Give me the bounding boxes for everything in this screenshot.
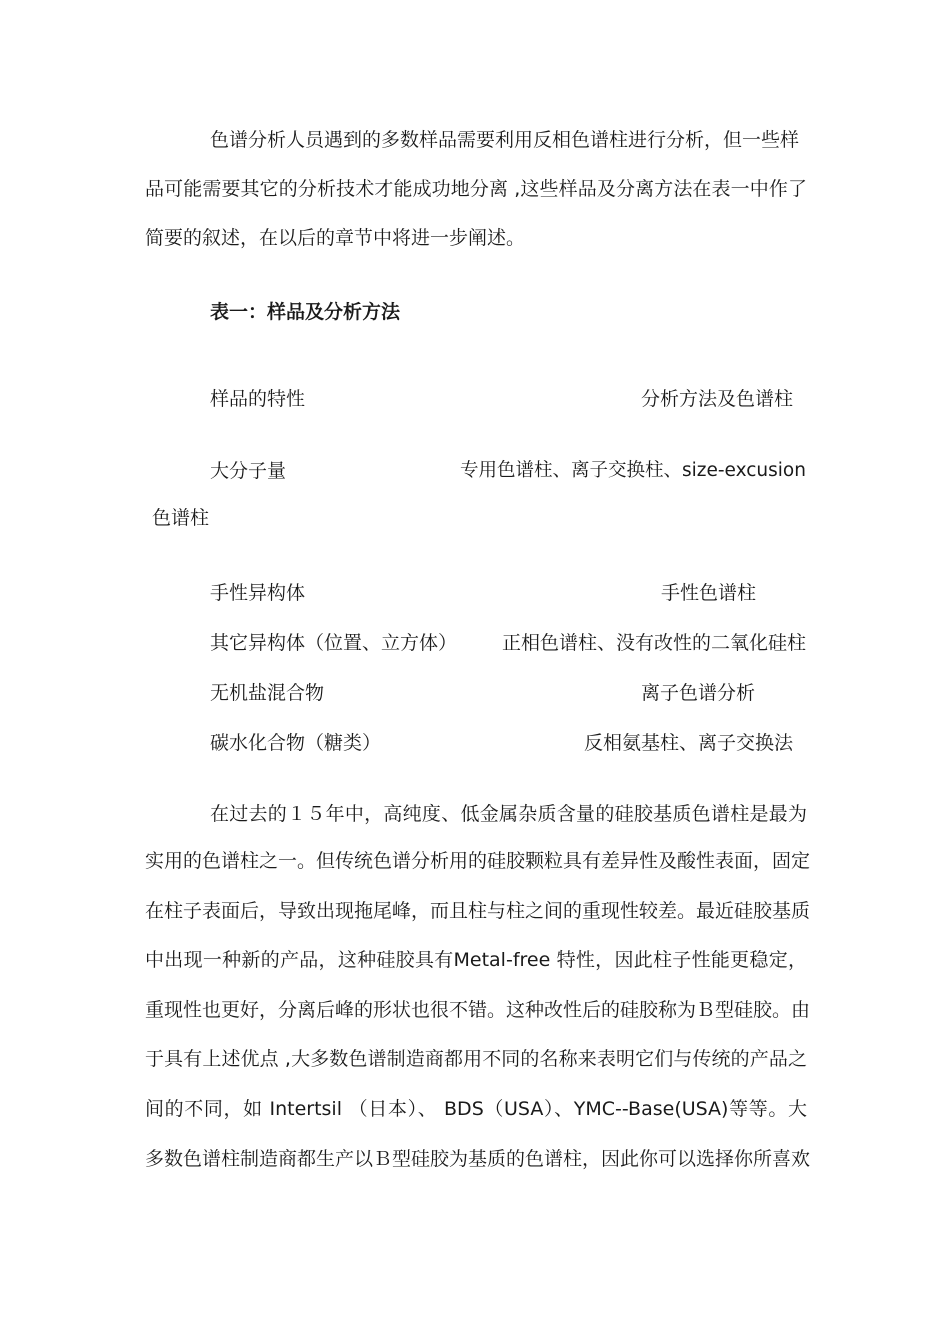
body-line-5: 重现性也更好，分离后峰的形状也很不错。这种改性后的硅胶称为Ｂ型硅胶。由 — [145, 999, 811, 1021]
table-row-4-sample: 无机盐混合物 — [210, 682, 325, 704]
table-row-1-method: 专用色谱柱、离子交换柱、size-excusion — [460, 460, 806, 481]
table-header-method: 分析方法及色谱柱 — [641, 388, 794, 410]
body-line-7: 间的不同，如 Intertsil （日本）、 BDS（USA）、YMC--Base(USA)等等。大 — [145, 1098, 807, 1120]
table-row-2-sample: 手性异构体 — [210, 582, 306, 604]
body-line-1: 在过去的１５年中，高纯度、低金属杂质含量的硅胶基质色谱柱是最为 — [210, 803, 807, 825]
intro-line-3: 简要的叙述，在以后的章节中将进一步阐述。 — [145, 227, 526, 249]
table-row-1-method-cont: 色谱柱 — [152, 507, 210, 529]
table-row-2-method: 手性色谱柱 — [661, 582, 757, 604]
intro-line-2: 品可能需要其它的分析技术才能成功地分离 ,这些样品及分离方法在表一中作了 — [145, 178, 807, 200]
table-row-3-method: 正相色谱柱、没有改性的二氧化硅柱 — [502, 632, 807, 654]
body-line-2: 实用的色谱柱之一。但传统色谱分析用的硅胶颗粒具有差异性及酸性表面，固定 — [145, 850, 811, 872]
body-line-6: 于具有上述优点 ,大多数色谱制造商都用不同的名称来表明它们与传统的产品之 — [145, 1048, 807, 1070]
table-row-5-sample: 碳水化合物（糖类） — [210, 732, 382, 754]
body-line-8: 多数色谱柱制造商都生产以Ｂ型硅胶为基质的色谱柱，因此你可以选择你所喜欢 — [145, 1148, 811, 1170]
body-line-4: 中出现一种新的产品，这种硅胶具有Metal-free 特性，因此柱子性能更稳定， — [145, 949, 807, 971]
body-line-3: 在柱子表面后，导致出现拖尾峰，而且柱与柱之间的重现性较差。最近硅胶基质 — [145, 900, 811, 922]
table-row-5-method: 反相氨基柱、离子交换法 — [584, 732, 794, 754]
table-row-1-sample: 大分子量 — [210, 460, 287, 482]
table-title: 表一：样品及分析方法 — [210, 301, 401, 323]
table-row-3-sample: 其它异构体（位置、立方体） — [210, 632, 458, 654]
intro-line-1: 色谱分析人员遇到的多数样品需要利用反相色谱柱进行分析，但一些样 — [210, 129, 800, 151]
table-header-sample: 样品的特性 — [210, 388, 306, 410]
table-row-4-method: 离子色谱分析 — [641, 682, 756, 704]
